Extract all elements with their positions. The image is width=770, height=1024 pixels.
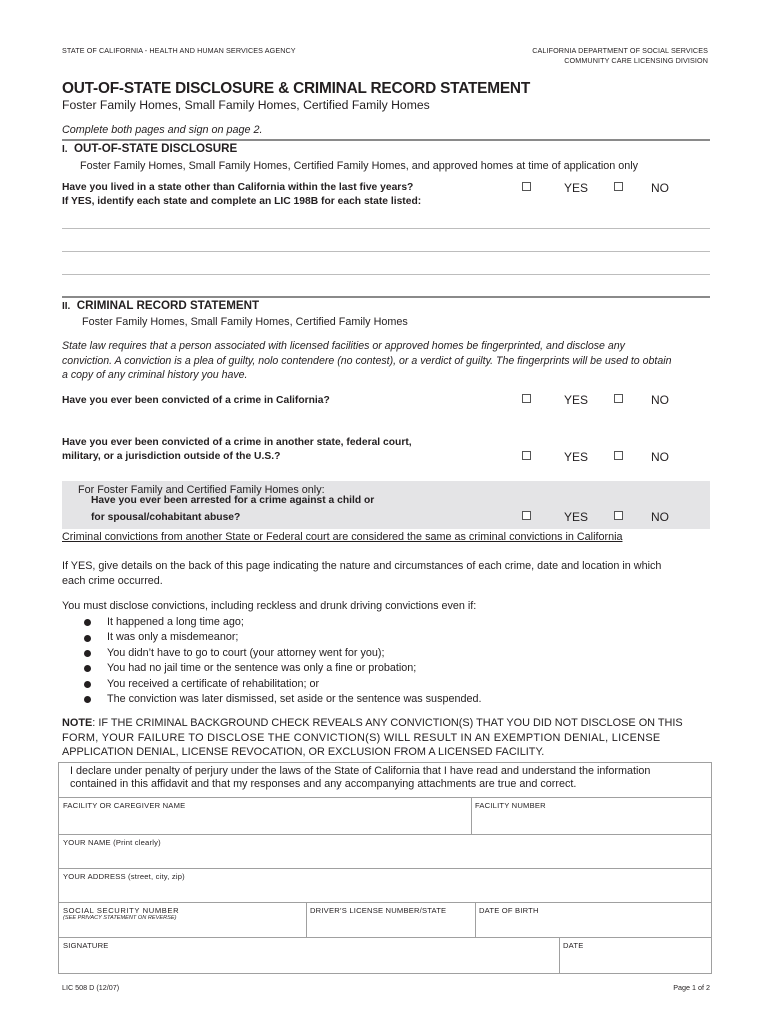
section-divider [62,139,710,141]
perjury-declaration-line1: I declare under penalty of perjury under the laws of the State of California that I have read and understand the information [70,765,651,777]
arrest-no-checkbox[interactable] [614,511,623,520]
other-jurisdiction-question [62,436,412,464]
list-item [84,661,482,676]
signature-field[interactable] [58,937,559,974]
section-1-title: OUT-OF-STATE DISCLOSURE [74,142,238,155]
date-field[interactable] [559,937,712,974]
state-law-line2: conviction. A conviction is a plea of guilty, nolo contendere (no contest), or a verdict of guilty. The fingerprints will be used to obtain [62,354,672,367]
ssn-label: SOCIAL SECURITY NUMBER [63,906,180,915]
list-item [84,646,482,661]
form-title: OUT-OF-STATE DISCLOSURE & CRIMINAL RECORD STATEMENT [62,80,531,97]
states-entry-line[interactable] [62,228,710,229]
form-instruction: Complete both pages and sign on page 2. [62,124,263,136]
out-of-state-no-checkbox[interactable] [614,182,623,191]
ssn-privacy-note: (SEE PRIVACY STATEMENT ON REVERSE) [63,915,177,921]
disclosure-conditions-list [84,615,482,707]
bullet-icon [84,650,91,657]
bullet-icon [84,681,91,688]
arrest-question-line1: Have you ever been arrested for a crime against a child or [91,495,375,506]
section-2-numeral: II. [62,301,71,312]
agency-header: STATE OF CALIFORNIA - HEALTH AND HUMAN SERVICES AGENCY [62,46,296,55]
other-jurisdiction-yes-checkbox[interactable] [522,451,531,460]
bullet-icon [84,619,91,626]
note-label: NOTE [62,717,93,729]
other-jurisdiction-question-line2: military, or a jurisdiction outside of the U.S.? [62,451,281,462]
section-1-numeral: I. [62,144,68,155]
foster-only-intro: For Foster Family and Certified Family Homes only: [78,484,325,496]
details-instruction-line1: If YES, give details on the back of this page indicating the nature and circumstances of each crime, date and location in which [62,560,662,572]
yes-label: YES [564,450,589,464]
form-subtitle: Foster Family Homes, Small Family Homes, Certified Family Homes [62,98,430,112]
list-item-text: You didn’t have to go to court (your attorney went for you); [107,646,385,659]
date-label: DATE [563,941,584,950]
no-label: NO [651,393,669,407]
address-field[interactable] [58,868,712,902]
no-label: NO [651,181,669,195]
yes-label: YES [564,393,589,407]
bullet-icon [84,635,91,642]
list-item-text: It happened a long time ago; [107,616,244,628]
facility-name-field[interactable] [58,797,471,834]
list-item-text: The conviction was later dismissed, set aside or the sentence was suspended. [107,693,482,706]
yes-label: YES [564,181,589,195]
california-conviction-yes-checkbox[interactable] [522,394,531,403]
your-name-field[interactable] [58,834,712,868]
out-of-state-question-line2: If YES, identify each state and complete an LIC 198B for each state listed: [62,196,422,207]
arrest-question-line2: for spousal/cohabitant abuse? [91,512,241,523]
perjury-declaration-line2: contained in this affidavit and that my responses and any accompanying attachments are true and correct. [70,777,577,790]
arrest-yes-checkbox[interactable] [522,511,531,520]
department-name: CALIFORNIA DEPARTMENT OF SOCIAL SERVICES [532,46,708,55]
list-item-text: You had no jail time or the sentence was only a fine or probation; [107,662,417,675]
facility-name-label: FACILITY OR CAREGIVER NAME [63,801,186,810]
no-label: NO [651,450,669,464]
section-2-title: CRIMINAL RECORD STATEMENT [76,299,260,312]
page-number: Page 1 of 2 [673,983,710,992]
out-of-state-question-line1: Have you lived in a state other than California within the last five years? [62,182,414,193]
yes-label: YES [564,510,589,524]
state-law-paragraph [62,339,712,383]
out-of-state-question [62,181,421,209]
state-law-line1: State law requires that a person associated with licensed facilities or approved homes be fingerprinted, and disclose any [62,340,625,352]
california-conviction-no-checkbox[interactable] [614,394,623,403]
your-name-label: YOUR NAME (Print clearly) [63,838,161,847]
note-paragraph [62,716,712,760]
list-item-text: You received a certificate of rehabilitation; or [107,677,320,690]
section-1-applies: Foster Family Homes, Small Family Homes, Certified Family Homes, and approved homes at time of application only [80,160,639,172]
form-id: LIC 508 D (12/07) [62,983,120,992]
states-entry-line[interactable] [62,274,710,275]
list-item [84,630,482,645]
disclose-intro: You must disclose convictions, including reckless and drunk driving convictions even if: [62,600,477,612]
out-of-state-yes-checkbox[interactable] [522,182,531,191]
other-jurisdiction-question-line1: Have you ever been convicted of a crime in another state, federal court, [62,437,412,448]
other-jurisdiction-no-checkbox[interactable] [614,451,623,460]
list-item-text: It was only a misdemeanor; [107,631,239,644]
facility-number-label: FACILITY NUMBER [475,801,546,810]
section-2-heading [62,299,259,312]
department-header [532,46,708,65]
list-item [84,677,482,692]
date-of-birth-field[interactable] [475,902,712,937]
note-line1: : IF THE CRIMINAL BACKGROUND CHECK REVEALS ANY CONVICTION(S) THAT YOU DID NOT DISCLOSE ON THIS [92,717,683,729]
details-instruction [62,559,712,588]
note-line2: FORM, YOUR FAILURE TO DISCLOSE THE CONVICTION(S) WILL RESULT IN AN EXEMPTION DENIAL, LICENSE [62,731,661,744]
drivers-license-field[interactable] [306,902,475,937]
no-label: NO [651,510,669,524]
section-1-heading [62,142,237,155]
details-instruction-line2: each crime occurred. [62,574,163,587]
states-entry-line[interactable] [62,251,710,252]
conviction-equivalence-note: Criminal convictions from another State or Federal court are considered the same as criminal convictions in California [62,531,623,543]
ssn-field[interactable] [58,902,306,937]
perjury-declaration [70,765,710,790]
section-2-applies: Foster Family Homes, Small Family Homes, Certified Family Homes [82,316,408,328]
signature-label: SIGNATURE [63,941,109,950]
list-item [84,615,482,630]
note-line3: APPLICATION DENIAL, LICENSE REVOCATION, OR EXCLUSION FROM A LICENSED FACILITY. [62,746,545,759]
address-label: YOUR ADDRESS (street, city, zip) [63,872,185,881]
section-divider [62,296,710,298]
california-conviction-question: Have you ever been convicted of a crime in California? [62,395,330,406]
bullet-icon [84,665,91,672]
date-of-birth-label: DATE OF BIRTH [479,906,539,915]
bullet-icon [84,696,91,703]
facility-number-field[interactable] [471,797,712,834]
division-name: COMMUNITY CARE LICENSING DIVISION [564,56,708,65]
state-law-line3: a copy of any criminal history you have. [62,369,248,381]
list-item [84,692,482,707]
drivers-license-label: DRIVER’S LICENSE NUMBER/STATE [310,906,447,915]
